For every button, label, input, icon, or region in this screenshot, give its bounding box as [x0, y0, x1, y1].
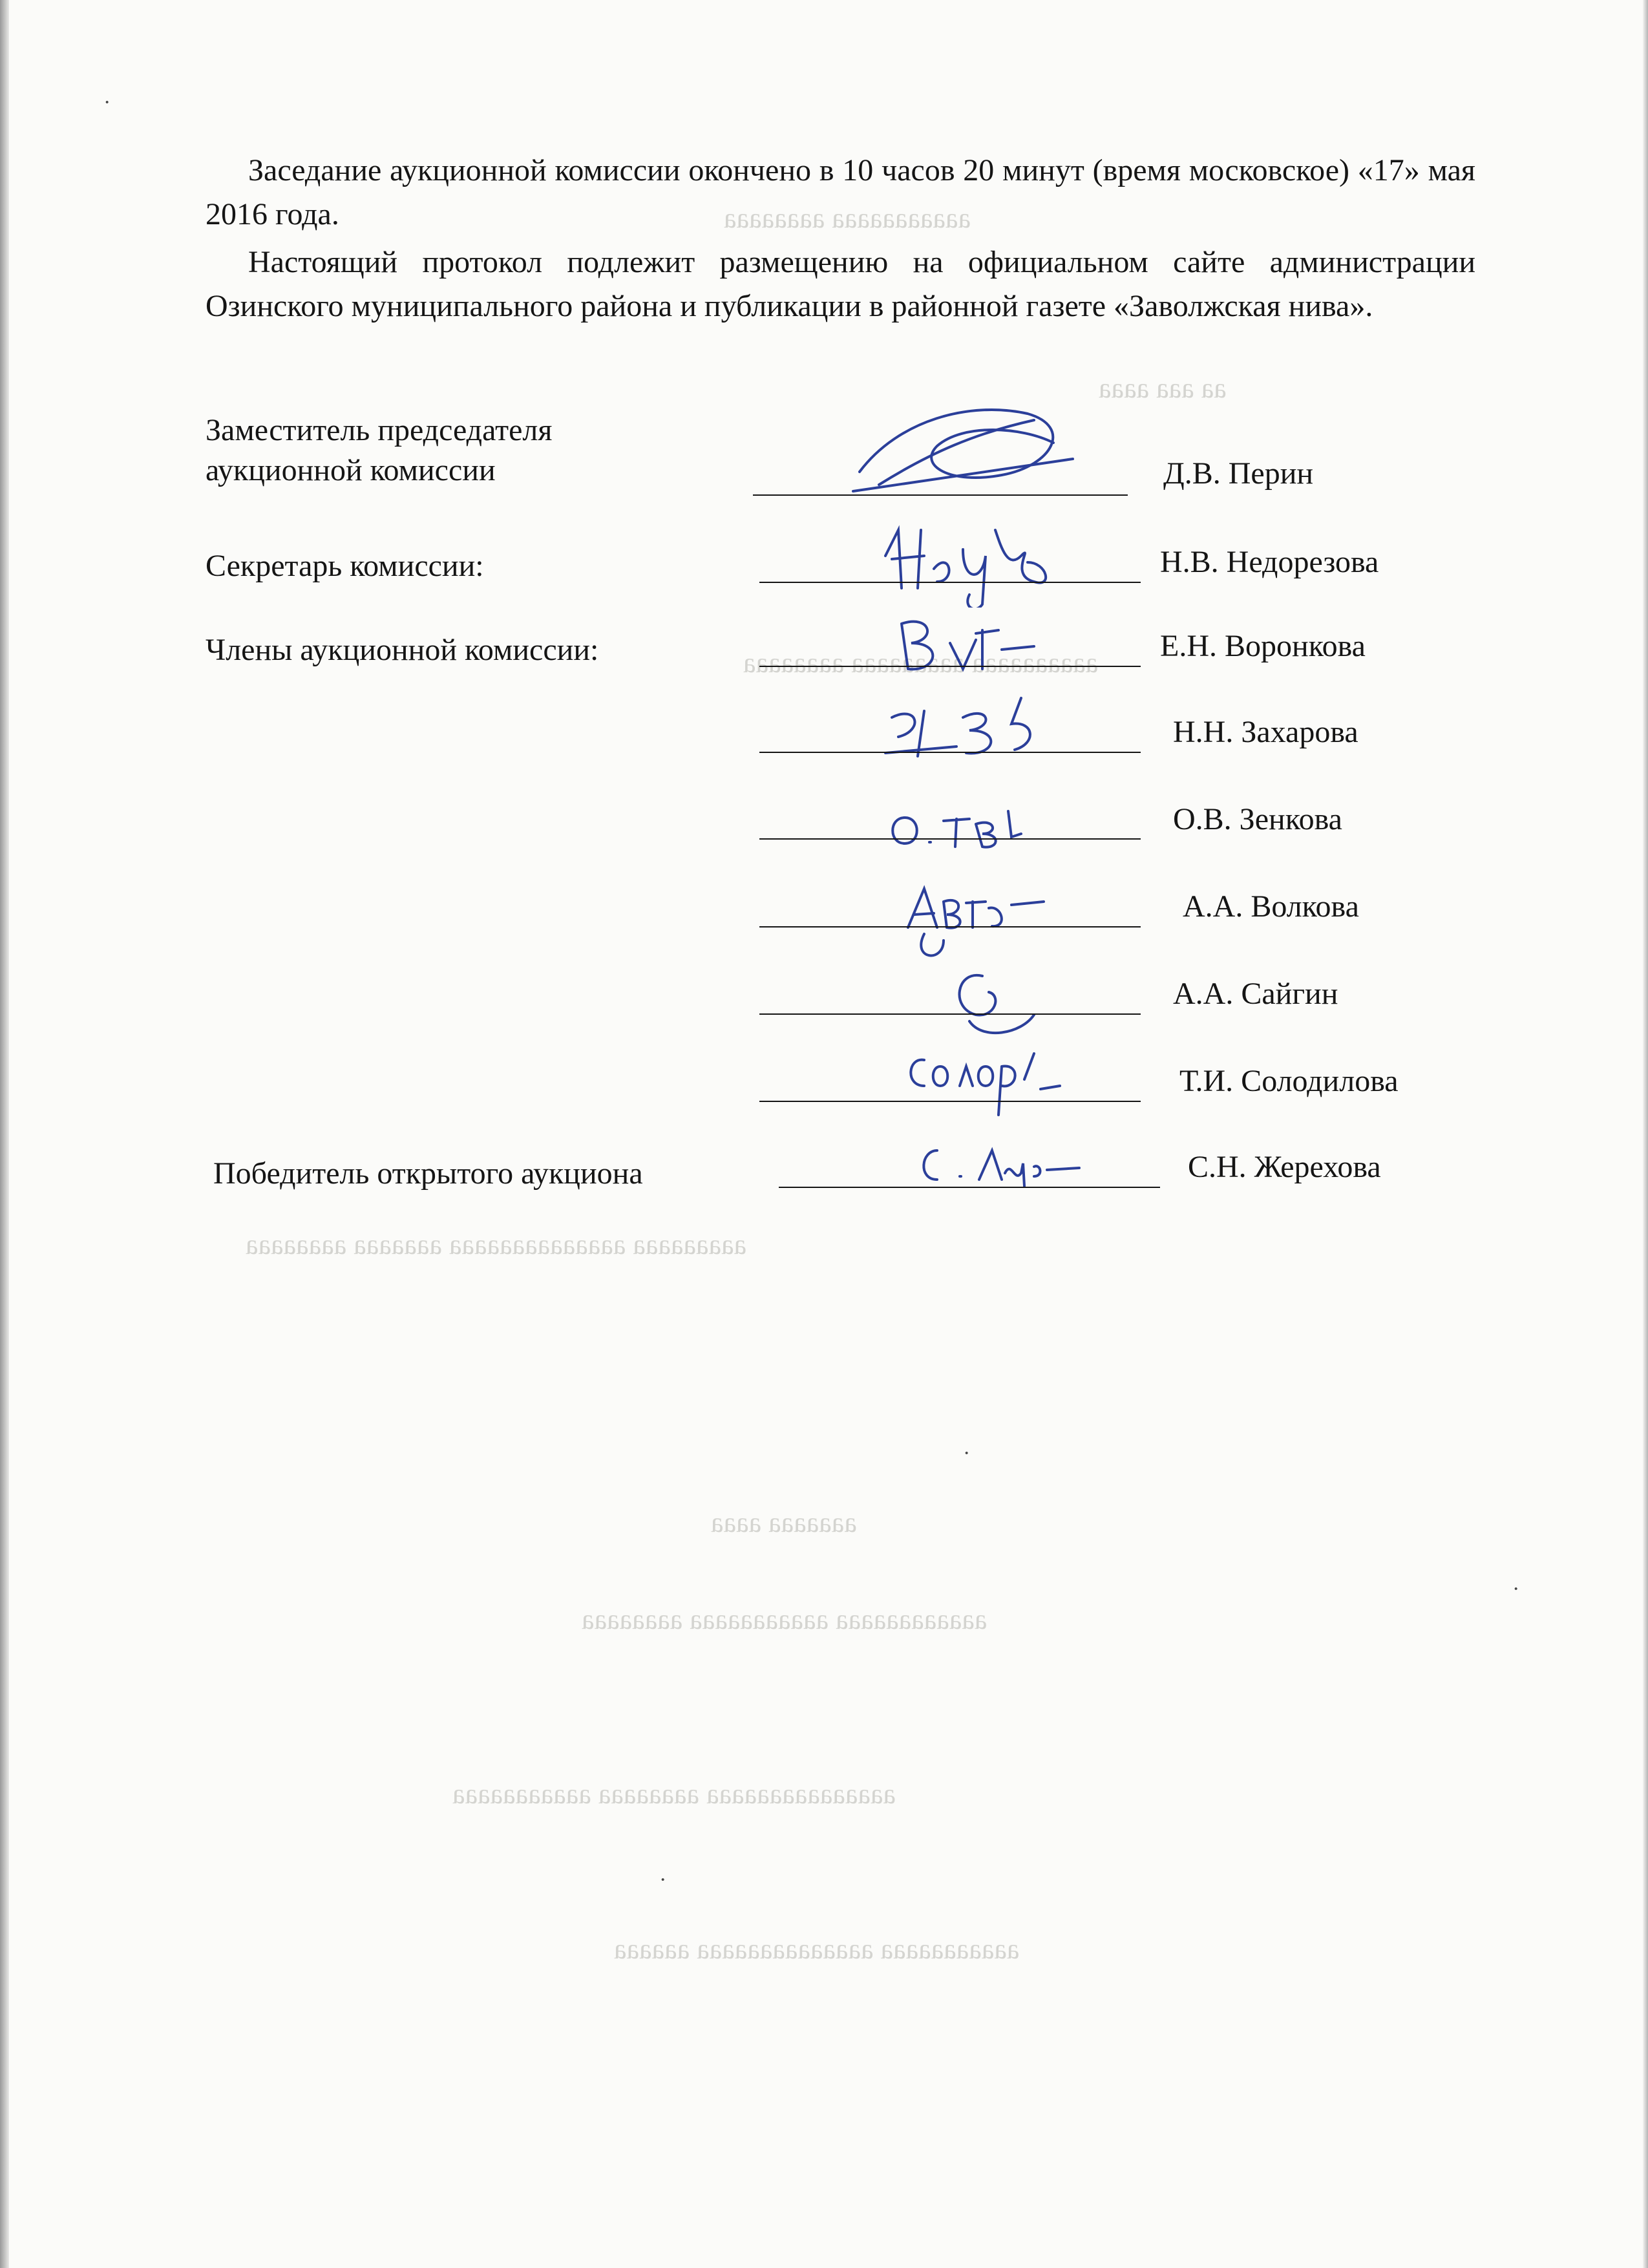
signature-line-member-4 — [759, 926, 1141, 927]
member-name-5: А.А. Сайгин — [1173, 977, 1338, 1011]
deputy-chair-name: Д.В. Перин — [1163, 456, 1314, 491]
scan-speck: · — [103, 90, 111, 114]
bleed-through-text: ааааааааааааааа аааааааа ааааааааааа — [452, 1778, 896, 1810]
secretary-role: Секретарь комиссии: — [206, 549, 484, 583]
signature-member-volkova — [898, 876, 1073, 966]
signature-member-solodilova — [895, 1031, 1089, 1121]
signature-line-member-5 — [759, 1013, 1141, 1015]
bleed-through-text: аа ааа аааа — [1099, 372, 1227, 404]
members-role: Члены аукционной комиссии: — [206, 633, 599, 667]
signature-line-winner — [779, 1187, 1160, 1188]
signature-secretary — [872, 511, 1079, 608]
member-name-3: О.В. Зенкова — [1173, 802, 1342, 836]
member-name-2: Н.Н. Захарова — [1173, 715, 1358, 749]
signature-winner — [908, 1134, 1102, 1192]
deputy-chair-role: Заместитель председателя аукционной комиссии — [206, 413, 553, 487]
secretary-name: Н.В. Недорезова — [1160, 545, 1379, 579]
signature-member-zenkova — [879, 792, 1041, 856]
scan-speck: · — [659, 1868, 667, 1892]
signature-line-member-1 — [759, 666, 1141, 667]
winner-name: С.Н. Жерехова — [1188, 1150, 1381, 1184]
bleed-through-text: ааааааа аааа — [711, 1507, 857, 1538]
signature-line-secretary — [759, 582, 1141, 583]
bleed-through-text: аааааааааа ааааааааа аааааааа — [743, 647, 1099, 679]
bleed-through-text: ааааааааааа аааааааа — [724, 202, 971, 234]
signature-deputy-chair — [840, 381, 1086, 498]
scan-speck: · — [963, 1441, 971, 1465]
member-name-4: А.А. Волкова — [1183, 889, 1359, 924]
publication-paragraph: Настоящий протокол подлежит размещению на официальном сайте администрации Озинского муниципального района и публикации в районной газете «Заволжская нива». — [206, 245, 1475, 323]
closing-time-paragraph: Заседание аукционной комиссии окончено в 10 часов 20 минут (время московское) «17» мая 2016 года. — [206, 153, 1475, 231]
member-name-1: Е.Н. Воронкова — [1160, 629, 1366, 663]
scan-edge-right — [1643, 0, 1648, 2268]
bleed-through-text: ааааааааа аааааааааааааа ааааааа аааааааа — [246, 1229, 747, 1260]
scan-speck: · — [1512, 1577, 1520, 1601]
signature-line-deputy-chair — [753, 494, 1128, 496]
signature-line-member-3 — [759, 838, 1141, 840]
bleed-through-text: аааааааааааа ааааааааааа аааааааа — [582, 1604, 988, 1635]
signature-line-member-6 — [759, 1101, 1141, 1102]
scan-edge-left — [0, 0, 9, 2268]
signature-member-voronkova — [885, 604, 1053, 682]
member-name-6: Т.И. Солодилова — [1179, 1064, 1399, 1098]
bleed-through-text: ааааааааааа аааааааааааааа аааааа — [614, 1933, 1020, 1965]
winner-role: Победитель открытого аукциона — [213, 1156, 643, 1191]
signature-line-member-2 — [759, 752, 1141, 753]
